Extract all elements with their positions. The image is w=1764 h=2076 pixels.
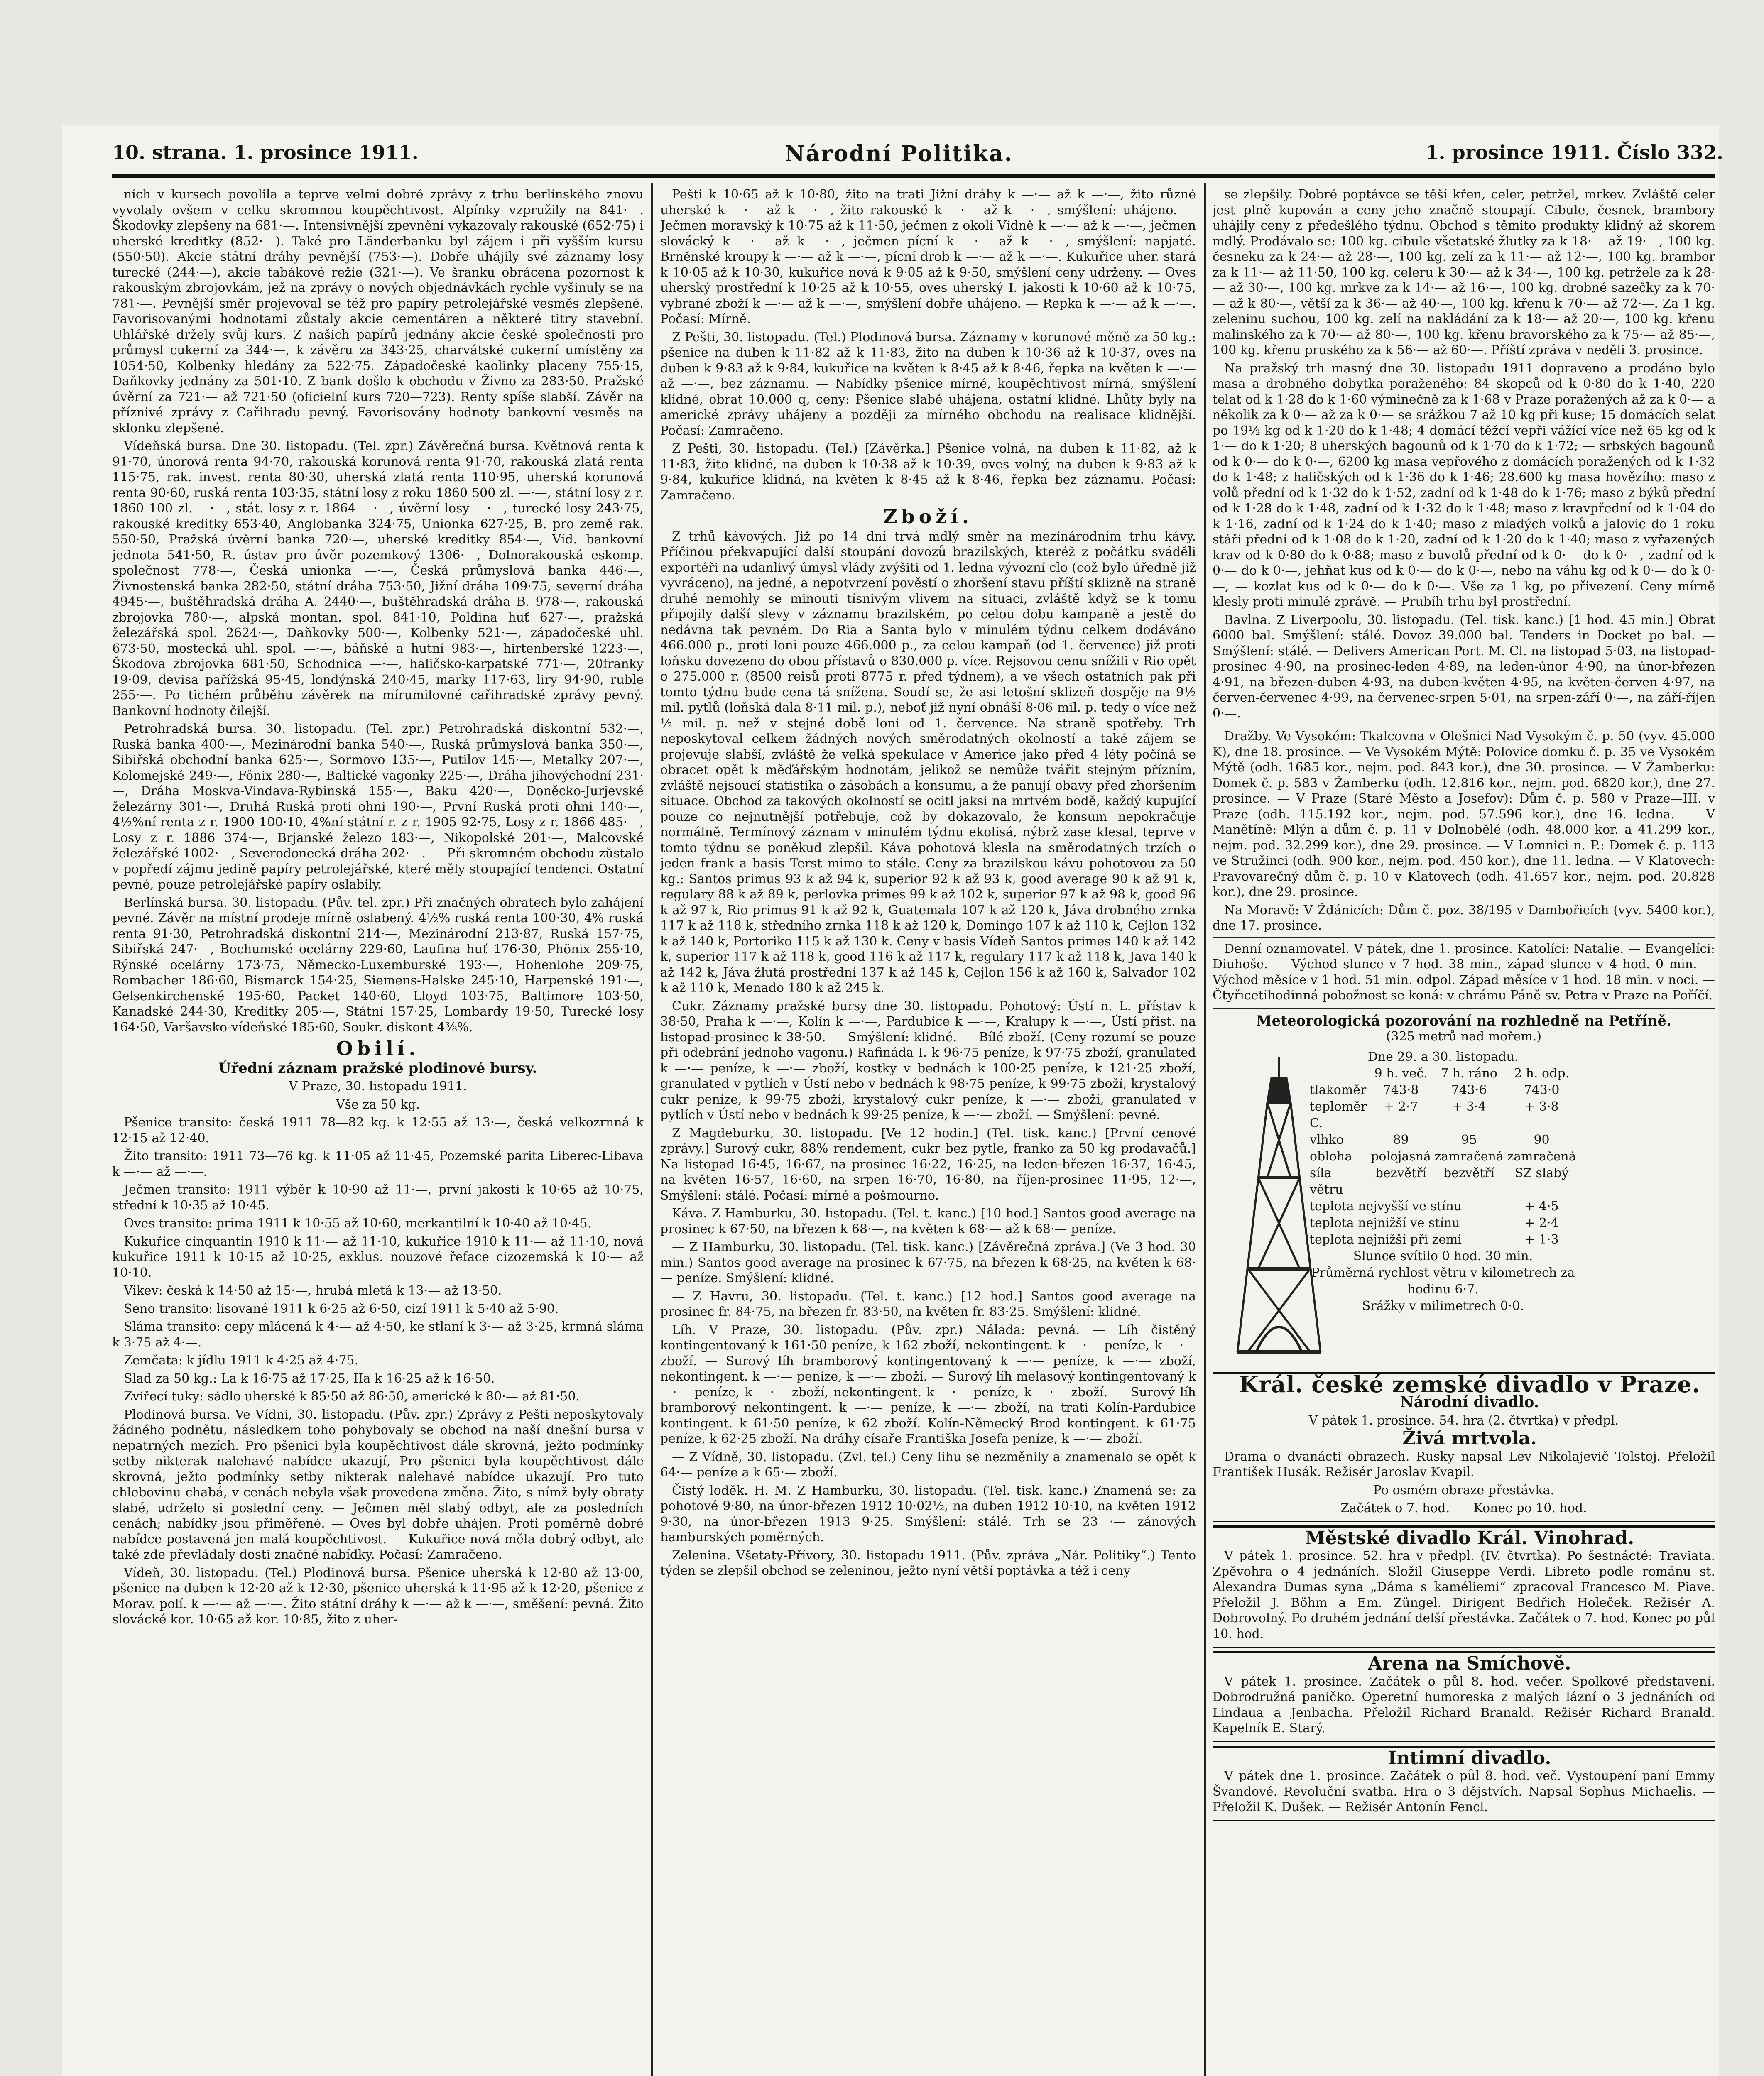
- article-paragraph: Denní oznamovatel. V pátek, dne 1. prosince. Katolíci: Natalie. — Evangelíci: Diuhoše. — Východ slunce v 7 hod. 38 min., západ slunce v 4 hod. 0 min. — Východ měsíce v 1 hod. 51 min. odpol. Západ měsíce v 1 hod. 18 min. v noci. — Čtyřicetihodinná pobožnost se koná: v chrámu Páně sv. Petra v Praze na Poříčí.: [1213, 941, 1715, 1003]
- end-time: Konec po 10. hod.: [1473, 1501, 1587, 1515]
- meteo-table: [1308, 1049, 1578, 1315]
- meteo-col-head: 7 h. ráno: [1441, 1066, 1497, 1081]
- subsection-heading: Úřední záznam pražské plodinové bursy.: [218, 1060, 537, 1077]
- article-paragraph: se zlepšily. Dobré poptávce se těší křen, celer, petržel, mrkev. Zvláště celer jest plně kupován a ceny jeho značně stoupají. Cibule, česnek, brambory uhájily ceny z předešlého týdnu. Obchod s těmito produkty klidný až skorem mdlý. Prodávalo se: 100 kg. cibule všetatské žlutky za k 18·— až 19·—, 100 kg. česneku za k 24·— až 28·—, 100 kg. zelí za k 11·— až 12·—, 100 kg. brambor za k 11·— až 11·50, 100 kg. celeru k 30·— až k 34·—, 100 kg. petržele za k 28·— až 30·—, 100 kg. mrkve za k 14·— až 16·—, 100 kg. drobné sazečky za k 70·— až k 80·—, větší za k 36·— až 40·—, 100 kg. křenu k 70·— až 72·—. Za 1 kg. zeleninu suchou, 100 kg. zelí na nakládání za k 18·— až 20·—, 100 kg. křenu malinského za k 70·— až 80·—, 100 kg. křenu bravorského za k 75·— až 85·—, 100 kg. křenu pruského za k 56·— až 60·—. Příští zpráva v neděli 3. prosince.: [1213, 187, 1715, 357]
- meteo-label: vlhko: [1310, 1132, 1344, 1147]
- divider: [1213, 937, 1715, 938]
- article-paragraph: Zvířecí tuky: sádlo uherské k 85·50 až 86·50, americké k 80·— až 81·50.: [124, 1389, 580, 1404]
- meteo-note: Srážky v milimetrech 0·0.: [1362, 1298, 1524, 1313]
- table-row: [1308, 1082, 1578, 1099]
- page-header: [112, 141, 1723, 170]
- meteo-value: + 1·3: [1524, 1232, 1559, 1247]
- article-paragraph: ních v kursech povolila a teprve velmi dobré zprávy z trhu berlínského znovu vyvolaly ovšem v celku skromnou koupěchtivost. Alpínky vzpružily na 841·—. Škodovky zlepšeny na 681·—. Intensivnější zpevnění vykazovaly rakouské (652·75) i uherské kreditky (852·—). Také pro Länderbanku byl zájem i při vyšším kursu (550·50). Akcie státní dráhy pevnější (753·—). Dobře uhájily své záznamy losy turecké (244·—), akcie tabákové režie (321·—). Ve šranku obrácena pozornost k rakouským zbrojovkám, jež na zprávy o nových objednávkách rychle vyšinuly se na 781·—. Pevnější směr projevoval se též pro papíry petrolejářské vesměs zlepšené. Favorisovanými hodnotami zůstaly akcie cementáren a některé titry stavební. Uhlářské držely svůj kurs. Z našich papírů jednány akcie české společnosti pro průmysl cukerní za 344·—, k závěru za 343·25, charvátské cukerní umístěny za 1054·50, Kolbenky hledány za 522·75. Západočeské kaolinky placeny 755·15, Daňkovky jednány za 501·10. Z bank došlo k obchodu v Živno za 283·50. Pražské úvěrní za 721·— až 721·50 (oficielní kurs 720—723). Renty spíše slabší. Závěr na příznivé zprávy z Cařihradu pevný. Favorisovány hodnoty bankovní vesměs na sklonku zlepšené.: [112, 187, 644, 436]
- meteo-value: SZ slabý: [1514, 1165, 1569, 1180]
- article-paragraph: Líh. V Praze, 30. listopadu. (Pův. zpr.) Nálada: pevná. — Líh čistěný kontingentovaný k 161·50 peníze, k 162 zboží, nekontingent. k —·— peníze, k —·— zboží. — Surový líh bramborový kontingentovaný k —·— peníze, k —·— zboží, nekontingent. k —·— peníze, k —·— zboží. — Surový líh melasový kontingentovaný k —·— peníze, k —·— zboží, nekontingent. k —·— peníze, k —·— zboží. — Surový líh bramborový nekontingent. k —·— peníze, k —·— zboží, na trati Kolín-Pardubice kontingent. k 61·50 peníze, k 62 zboží. Kolín-Německý Brod kontingent. k 61·75 peníze, k 62·25 zboží. Na dráhy císaře Františka Josefa peníze, k —·— zboží.: [660, 1322, 1196, 1446]
- column-3: [1213, 187, 1715, 2076]
- article-paragraph: Vídeňská bursa. Dne 30. listopadu. (Tel. zpr.) Závěrečná bursa. Květnová renta k 91·70, únorová renta 94·70, rakouská korunová renta 91·70, rakouská zlatá renta 115·75, rak. invest. renta 80·30, uherská zlatá renta 110·95, uherská korunová renta 90·60, ruská renta 103·35, státní losy z roku 1860 500 zl. —·—, státní losy z r. 1860 100 zl. —·—, stát. losy z r. 1864 —·—, úvěrní losy —·—, turecké losy 243·75, rakouské kreditky 653·40, Anglobanka 324·75, Unionka 627·25, B. pro země rak. 550·50, Pražská úvěrní banka 720·—, uherské kreditky 854·—, Víd. bankovní jednota 541·50, R. ústav pro úvěr pozemkový 1306·—, Dolnorakouská eskomp. společnost 778·—, Česká unionka —·—, Česká průmyslová banka 446·—, Živnostenská banka 282·50, státní dráha 753·50, Jižní dráha 109·75, severní dráha 4945·—, buštěhradská dráha A. 2440·—, buštěhradská dráha B. 978·—, rakouská zbrojovka 780·—, alpská montan. spol. 841·10, Poldina huť 627·—, pražská železářská spol. 2624·—, Daňkovky 500·—, Kolbenky 521·—, západočeské uhl. 673·50, mostecká uhl. spol. —·—, báňské a hutní 983·—, hirtenberské 1223·—, Škodova zbrojovka 681·50, Schodnica —·—, haličsko-karpatské 771·—, 20franky 19·09, devisa pařížská 95·45, londýnská 240·45, marky 117·63, liry 94·90, ruble 255·—. Po tichém průběhu závěrek na mírumilovné cařihradské zprávy pevný. Bankovní hodnoty čilejší.: [112, 439, 644, 718]
- article-paragraph: Berlínská bursa. 30. listopadu. (Pův. tel. zpr.) Při značných obratech bylo zahájení pevné. Závěr na místní prodeje mírně oslabený. 4½% ruská renta 100·30, 4% ruská renta 91·30, Petrohradská diskontní 214·—, Mezinárodní 213·87, Ruská 157·75, Sibiřská 247·—, Bochumské ocelárny 229·60, Laufina huť 176·30, Phönix 255·10, Rýnské ocelárny 173·75, Německo-Luxemburské 193·—, Hohenlohe 209·75, Rombacher 186·60, Bismarck 154·25, Siemens-Halske 245·10, Harpenské 191·—, Gelsenkirchenské 195·60, Packet 140·60, Lloyd 103·75, Baltimore 103·50, Kanadské 244·30, Kreditky 205·—, Státní 157·25, Lombardy 19·50, Turecké losy 164·50, Varšavsko-vídeňské 185·60, Soukr. diskont 4⅜%.: [112, 895, 644, 1035]
- table-row: [1308, 1099, 1578, 1132]
- meteo-value: zamračená: [1434, 1149, 1504, 1164]
- start-time: Začátek o 7. hod.: [1340, 1501, 1450, 1515]
- meteo-label: tlakoměr: [1310, 1082, 1367, 1097]
- article-paragraph: Ječmen transito: 1911 výběr k 10·90 až 11·—, první jakosti k 10·65 až 10·75, střední k 10·35 až 10·45.: [112, 1182, 644, 1213]
- meteo-value: + 3·8: [1524, 1099, 1559, 1114]
- header-left: 10. strana. 1. prosince 1911.: [112, 141, 419, 164]
- article-paragraph: Slad za 50 kg.: La k 16·75 až 17·25, IIa k 16·25 až k 16·50.: [124, 1371, 495, 1386]
- table-row: [1308, 1215, 1578, 1231]
- article-paragraph: — Z Vídně, 30. listopadu. (Zvl. tel.) Ceny lihu se nezměnily a znamenalo se opět k 64·— peníze a k 65·— zboží.: [660, 1449, 1196, 1480]
- meteo-box: [1213, 1045, 1715, 1368]
- article-paragraph: Kukuřice cinquantin 1910 k 11·— až 11·10, kukuřice 1910 k 11·— až 11·10, nová kukuřice 1911 k 10·15 až 10·25, exklus. nouzové řeface cizozemská k 10·— až 10·10.: [112, 1234, 644, 1280]
- theatre-listing: [1213, 1651, 1715, 1742]
- table-row: [1308, 1165, 1578, 1198]
- article-paragraph: Bavlna. Z Liverpoolu, 30. listopadu. (Tel. tisk. kanc.) [1 hod. 45 min.] Obrat 6000 bal. Smýšlení: stálé. Dovoz 39.000 bal. Tenders in Docket po bal. — Smýšlení: stálé. — Delivers American Port. M. Cl. na listopad 5·03, na listopad-prosinec 4·90, na prosinec-leden 4·89, na leden-únor 4·90, na únor-březen 4·91, na březen-duben 4·93, na duben-květen 4·95, na květen-červen 4·97, na červen-červenec 4·99, na červenec-srpen 5·01, na srpen-září 0·—, na září-říjen 0·—.: [1213, 612, 1715, 721]
- article-paragraph: Z Pešti, 30. listopadu. (Tel.) [Závěrka.] Pšenice volná, na duben k 11·82, až k 11·83, žito klidné, na duben k 10·38 až k 10·39, oves volný, na duben k 9·83 až k 9·84, kukuřice klidná, na květen k 8·45 až k 8·46, řepka bez záznamu. Počasí: Zamračeno.: [660, 441, 1196, 503]
- play-description: Drama o dvanácti obrazech. Rusky napsal Lev Nikolajevič Tolstoj. Přeložil František Husák. Režisér Jaroslav Kvapil.: [1213, 1449, 1715, 1479]
- article-paragraph: Pšenice transito: česká 1911 78—82 kg. k 12·55 až 13·—, česká velkozrnná k 12·15 až 12·40.: [112, 1115, 644, 1146]
- table-row: [1308, 1148, 1578, 1165]
- article-paragraph: Vikev: česká k 14·50 až 15·—, hrubá mletá k 13·— až 13·50.: [124, 1283, 502, 1298]
- play-description: V pátek dne 1. prosince. Začátek o půl 8. hod. več. Vystoupení paní Emmy Švandové. Revoluční svatba. Hra o 3 dějstvích. Napsal Sophus Michaelis. — Přeložil K. Dušek. — Režisér Antonín Fencl.: [1213, 1769, 1715, 1814]
- article-paragraph: Z Magdeburku, 30. listopadu. [Ve 12 hodin.] (Tel. tisk. kanc.) [První cenové zprávy.] Surový cukr, 88% rendement, cukr bez pytle, franko za 50 kg prodavačů.] Na listopad 16·45, 16·67, na prosinec 16·22, 16·25, na leden-březen 16·37, 16·45, na květen 16·57, 16·60, na srpen 16·70, 16·80, na říjen-prosinec 11·95, 12·—, Smýšlení: stálé. Počasí: mírné a pošmourno.: [660, 1126, 1196, 1203]
- table-row: [1308, 1132, 1578, 1148]
- theatre-date: V pátek 1. prosince. 54. hra (2. čtvrtka) v předpl.: [1308, 1413, 1619, 1428]
- dateline: V Praze, 30. listopadu 1911.: [289, 1079, 467, 1094]
- meteo-title: Meteorologická pozorování na rozhledně na Petříně.: [1256, 1012, 1671, 1029]
- meteo-value: + 2·7: [1384, 1099, 1418, 1114]
- article-paragraph: Oves transito: prima 1911 k 10·55 až 10·60, merkantilní k 10·40 až 10·45.: [124, 1216, 592, 1231]
- theatre-title: Arena na Smíchově.: [1368, 1653, 1571, 1674]
- meteo-value: zamračená: [1507, 1149, 1576, 1164]
- theatre-listing: [1213, 1372, 1715, 1522]
- column-divider: [1204, 183, 1206, 2076]
- theatre-title: Král. české zemské divadlo v Praze.: [1239, 1371, 1700, 1398]
- meteo-value: 743·6: [1451, 1082, 1487, 1097]
- play-title: Živá mrtvola.: [1402, 1428, 1537, 1449]
- article-paragraph: Z trhů kávových. Již po 14 dní trvá mdlý směr na mezinárodním trhu kávy. Příčinou překvapující další stoupání dovozů brazilských, kteréž z počátku sváděli exportéři na udanlivý úmysl vlády zvýšiti od 1. ledna vývozní clo (což bylo úředně již vyvráceno), na jedné, a nepotvrzení pověstí o zhoršení stavu příští sklizně na straně druhé nemohly se minouti tísnivým vlivem na situaci, zvláště když se k tomu připojily další slevy v záznamu brazilském, po celou dobu kampaně a jestě do nedávna tak pevném. Do Ria a Santa bylo v minulém týdnu celkem dodáváno 466.000 p., proti loni pouze 466.000 p., za celou kampaň (od 1. července) již proti loňsku dovezeno do obou přístavů o 830.000 p. více. Rejsovou cenu snížili v Rio opět o 275.000 r. (8500 reisů proti 8775 r. před týdnem), a ve všech ostatních pak při tomto týdnu bude cena tá snížena. Soudí se, že asi letošní sklizeň dospěje na 9½ mil. pytlů (loňská dala 8·11 mil. p.), neboť již nyní obnáší 8·06 mil. p. tedy o více než ½ mil. p. než v stejné době loni od 1. července. Na straně spotřeby. Trh neposkytoval celkem žádných nových směrodatných okolností a také zájem se projevuje slabší, zvláště že velká spekulace v Americe jako před 4 léty počíná se obracet opět k měďářským hodnotám, jelikož se nemůže tvářit stejným přízním, zvláště nejsoucí statistika o zásobách a konsumu, a že panují obavy před zhoršením situace. Obchod za takových okolností se ocitl jaksi na mrtvém bodě, každý kupující pouze co nejnutnější potřebuje, což by dokazovalo, že konsum nepokračuje normálně. Termínový záznam v minulém týdnu ekolisá, nýbrž zase klesal, teprve v tomto týdnu se poněkud zlepšil. Káva pohotová klesla na směrodatných trzích o jeden frank a basis Terst mimo to stále. Ceny za brazilskou kávu pohotovou za 50 kg.: Santos primus 93 k až 94 k, superior 92 k až 93 k, good average 90 k až 91 k, regulary 88 k až 89 k, perlovka primes 99 k až 102 k, superior 97 k až 98 k, good 96 k až 97 k, Rio primus 91 k až 92 k, Guatemala 107 k až 120 k, Jáva drobného zrnka 117 k až 118 k, středního zrnka 118 k až 120 k, Domingo 107 k až 110 k, Cejlon 132 k až 140 k, Portoriko 115 k až 130 k. Ceny v basis Vídeň Santos primes 140 k až 142 k, superior 117 k až 118 k, good 116 k až 117 k, regulary 117 k až 118 k, Java 140 k až 142 k, Jáva žlutá prostřední 137 k až 145 k, Cejlon 156 k až 160 k, Salvador 102 k až 110 k, Menado 180 k až 245 k.: [660, 529, 1196, 995]
- play-description: V pátek 1. prosince. Začátek o půl 8. hod. večer. Spolkové představení. Dobrodružná paničko. Operetní humoreska z malých lázní o 3 jednáních od Lindaua a Jenbacha. Přeložil Richard Branald. Režisér Richard Branald. Kapelník E. Starý.: [1213, 1674, 1715, 1736]
- play-note: Po osmém obraze přestávka.: [1373, 1483, 1554, 1498]
- meteo-value: bezvětří: [1375, 1165, 1427, 1180]
- meteo-value: 95: [1461, 1132, 1477, 1147]
- article-paragraph: Petrohradská bursa. 30. listopadu. (Tel. zpr.) Petrohradská diskontní 532·—, Ruská banka 400·—, Mezinárodní banka 540·—, Ruská průmyslová banka 350·—, Sibiřská obchodní banka 625·—, Sormovo 135·—, Putilov 145·—, Metalky 207·—, Kolomejské 249·—, Fönix 280·—, Baltické vagonky 225·—, Dráha jihovýchodní 231·—, Dráha Moskva-Vindava-Rybinská 155·—, Baku 420·—, Doněcko-Jurjevské železárny 301·—, Druhá Ruská proti ohni 190·—, První Ruská proti ohni 140·—, 4½%ní renta z r. 1900 100·10, 4%ní státní r. z r. 1905 92·75, Losy z r. 1866 485·—, Losy z r. 1886 374·—, Brjanské železo 183·—, Nikopolské 201·—, Malcovské železářské 1002·—, Severodonecká dráha 202·—. — Při skromném obchodu zůstalo v popředí zájmu jedině papíry petrolejářské, které měly stoupající tendenci. Ostatní pevné, pouze petrolejářské papíry oslabily.: [112, 722, 644, 892]
- meteo-value: + 2·4: [1524, 1215, 1559, 1230]
- header-right: 1. prosince 1911. Číslo 332.: [1425, 141, 1723, 164]
- article-paragraph: Na Moravě: V Ždánicích: Dům č. poz. 38/195 v Dambořicích (vyv. 5400 kor.), dne 17. prosince.: [1213, 903, 1715, 933]
- article-paragraph: Pešti k 10·65 až k 10·80, žito na trati Jižní dráhy k —·— až k —·—, žito různé uherské k —·— až k —·—, žito rakouské k —·— až k —·—, smýšlení: uhájeno. — Ječmen moravský k 10·75 až k 11·50, ječmen z okolí Vídně k —·— až k —·—, ječmen slovácký k —·— až k —·—, ječmen pícní k —·— až k —·—, smýšlení: napjaté. Brněnské kroupy k —·— až k —·—, pícní drob k —·— až k —·—. Kukuřice uher. stará k 10·05 až k 10·30, kukuřice nová k 9·05 až k 9·50, smýšlení ceny udrženy. — Oves uherský prostřední k 10·25 až k 10·55, oves uherský I. jakosti k 10·60 až k 10·75, vybrané zboží k —·— až k —·—, smýšlení dobře uhájeno. — Repka k —·— až k —·—. Počasí: Mírně.: [660, 187, 1196, 326]
- theatre-listing: [1213, 1746, 1715, 1821]
- theatre-listing: [1213, 1525, 1715, 1648]
- article-paragraph: Z Pešti, 30. listopadu. (Tel.) Plodinová bursa. Záznamy v korunové měně za 50 kg.: pšenice na duben k 11·82 až k 11·83, žito na duben k 10·36 až k 10·37, oves na duben k 9·83 až k 9·84, kukuřice na květen k 8·45 až k 8·46, řepka na květen k —·— až —·—, bez záznamu. — Nabídky pšenice mírné, koupěchtivost mírná, smýšlení klidné, obrat 10.000 q, ceny: Pšenice slabě uhájena, ostatní klidné. Lhůty byly na americké zprávy uhájeny a později za mírného obchodu na realisace klidnější. Počasí: Zamračeno.: [660, 330, 1196, 438]
- theatre-subtitle: Národní divadlo.: [1400, 1393, 1539, 1411]
- play-times: [1213, 1501, 1715, 1516]
- meteo-value: + 3·4: [1452, 1099, 1486, 1114]
- meteo-subtitle: (325 metrů nad mořem.): [1386, 1029, 1542, 1044]
- meteo-value: 743·0: [1524, 1082, 1560, 1097]
- table-row: [1308, 1231, 1578, 1248]
- section-heading: Zboží.: [883, 505, 973, 528]
- masthead-title: Národní Politika.: [785, 141, 1013, 166]
- article-paragraph: — Z Havru, 30. listopadu. (Tel. t. kanc.) [12 hod.] Santos good average na prosinec fr. 84·75, na březen fr. 83·50, na květen fr. 83·25. Smýšlení: klidné.: [660, 1289, 1196, 1319]
- column-1: [112, 187, 644, 2076]
- meteo-value: 743·8: [1383, 1082, 1419, 1097]
- meteo-label: teploměr C.: [1310, 1099, 1367, 1131]
- meteo-date: Dne 29. a 30. listopadu.: [1367, 1049, 1519, 1064]
- meteo-label: teplota nejnižší ve stínu: [1310, 1215, 1460, 1230]
- article-paragraph: Na pražský trh masný dne 30. listopadu 1911 dopraveno a prodáno bylo masa a drobného dobytka poraženého: 84 skopců od k 0·80 do k 1·40, 220 telat od k 1·28 do k 1·60 výminečně za k 1·68 v Praze poražených až za k 0·— a několik za k 0·— až za k 0·— se srážkou 7 až 10 kg při kuse; 15 domácích selat po 19½ kg od k 1·20 do k 1·48; 4 domácí těžcí vepři vážící více než 65 kg od k 1·— do k 1·20; 8 uherských bagounů od k 1·70 do k 1·72; — srbských bagounů od k 0·— do k 0·—, 6200 kg masa vepřového z domácích poražených od k 1·32 do k 1·48; z haličských od k 1·36 do k 1·46; 28.600 kg masa hovězího: maso z volů přední od k 1·32 do k 1·52, zadní od k 1·48 do k 1·76; maso z býků přední od k 1·28 do k 1·48, zadní od k 1·32 do k 1·48; maso z kravpřední od k 1·04 do k 1·16, zadní od k 1·24 do k 1·40; maso z mladých volků a jalovic do 1 roku stáří přední od k 1·08 do k 1·20, zadní od k 1·20 do k 1·40; maso z vyřazených krav od k 0·80 do k 0·88; maso z buvolů přední od k 0·— do k 0·—, zadní od k 0·— do k 0·—, jehňat kus od k 0·— do k 0·—, nebo na váhu kg od k 0·— do k 0·—, — kozlat kus od k 0·— do k 0·—. Vše za 1 kg, po přivezení. Ceny mírně klesly proti minulé zprávě. — Prubíh trhu byl prostřední.: [1213, 361, 1715, 609]
- section-heading: Obilí.: [336, 1037, 420, 1060]
- meteo-label: obloha: [1310, 1149, 1352, 1164]
- newspaper-page: [62, 125, 1723, 2076]
- article-paragraph: Sláma transito: cepy mlácená k 4·— až 4·50, ke stlaní k 3·— až 3·25, krmná sláma k 3·75 až 4·—.: [112, 1320, 644, 1350]
- article-paragraph: Zemčata: k jídlu 1911 k 4·25 až 4·75.: [124, 1353, 359, 1368]
- divider: [1213, 1008, 1715, 1009]
- meteo-value: 89: [1393, 1132, 1409, 1147]
- unit-note: Vše za 50 kg.: [336, 1097, 420, 1112]
- article-paragraph: Dražby. Ve Vysokém: Tkalcovna v Olešnici Nad Vysokým č. p. 50 (vyv. 45.000 K), dne 18. prosince. — Ve Vysokém Mýtě: Polovice domku č. p. 35 ve Vysokém Mýtě (odh. 1685 kor., nejm. pod. 843 kor.), dne 30. prosince. — V Žamberku: Domek č. p. 583 v Žamberku (odh. 12.816 kor., nejm. pod. 6820 kor.), dne 27. prosince. — V Praze (Staré Město a Josefov): Dům č. p. 580 v Praze—III. v Praze (odh. 115.192 kor., nejm. pod. 57.596 kor.), dne 16. ledna. — V Manětíně: Mlýn a dům č. p. 11 v Dolnobělé (odh. 48.000 kor. a 41.299 kor., nejm. pod. 32.299 kor.), dne 29. prosince. — V Lomnici n. P.: Domek č. p. 113 ve Stružinci (odh. 900 kor., nejm. pod. 450 kor.), dne 11. ledna. — V Klatovech: Pravovarečný dům č. p. 10 v Klatovech (odh. 41.657 kor., nejm. pod. 20.828 kor.), dne 29. prosince.: [1213, 729, 1715, 899]
- theatre-title: Městské divadlo Král. Vinohrad.: [1305, 1527, 1634, 1549]
- article-paragraph: Vídeň, 30. listopadu. (Tel.) Plodinová bursa. Pšenice uherská k 12·80 až 13·00, pšenice na duben k 12·20 až k 12·30, pšenice uherská k 11·95 až k 12·20, pšenice z Morav. polí. k —·— až —·—. Žito státní dráhy k —·— až k —·—, směšení: pevná. Žito slovácké kor. 10·65 až kor. 10·85, žito z uher-: [112, 1565, 644, 1627]
- article-paragraph: Cukr. Záznamy pražské bursy dne 30. listopadu. Pohotový: Ústí n. L. přístav k 38·50, Praha k —·—, Kolín k —·—, Pardubice k —·—, Kralupy k —·—, Ústí přist. na listopad-prosinec k 38·50. — Smýšlení: klidné. — Bílé zboží. (Ceny rozumí se pouze při odebrání jednoho vagonu.) Rafináda I. k 96·75 peníze, k 97·75 zboží, granulated k —·— peníze, k —·— zboží, kostky v bednách k 100·25 peníze, k 121·25 zboží, granulated v pytlích v Ústí nebo v bednách k 98·75 peníze, k 99·75 zboží, krystalový cukr peníze, k 99·75 zboží, krystalový cukr peníze, k —·— zboží, granulated v pytlích v Ústí nebo v bednách k 99·25 peníze, k —·— zboží. — Smýšlení: pevné.: [660, 999, 1196, 1122]
- meteo-label: teplota nejnižší při zemi: [1310, 1232, 1462, 1247]
- table-row: [1308, 1198, 1578, 1215]
- column-divider: [651, 183, 653, 2076]
- meteo-value: 90: [1534, 1132, 1550, 1147]
- meteo-col-head: 9 h. več.: [1374, 1066, 1428, 1081]
- column-2: [660, 187, 1196, 2076]
- meteo-note: Slunce svítilo 0 hod. 30 min.: [1353, 1249, 1533, 1263]
- article-paragraph: Káva. Z Hamburku, 30. listopadu. (Tel. t. kanc.) [10 hod.] Santos good average na prosinec k 67·50, na březen k 68·—, na květen k 68·— až k 68·— peníze.: [660, 1206, 1196, 1236]
- article-paragraph: Zelenina. Všetaty-Přívory, 30. listopadu 1911. (Pův. zpráva „Nár. Politiky“.) Tento týden se zlepšil obchod se zeleninou, ježto nyní větší poptávka a též i ceny: [660, 1548, 1196, 1578]
- article-paragraph: — Z Hamburku, 30. listopadu. (Tel. tisk. kanc.) [Závěrečná zpráva.] (Ve 3 hod. 30 min.) Santos good average na prosinec k 67·75, na březen k 68·25, na květen k 68·— peníze. Smýšlení: klidné.: [660, 1240, 1196, 1285]
- meteo-value: + 4·5: [1524, 1199, 1559, 1214]
- meteo-note: Průměrná rychlost větru v kilometrech za hodinu 6·7.: [1311, 1265, 1575, 1297]
- article-paragraph: Seno transito: lisované 1911 k 6·25 až 6·50, cizí 1911 k 5·40 až 5·90.: [124, 1301, 559, 1316]
- article-paragraph: Plodinová bursa. Ve Vídni, 30. listopadu. (Pův. zpr.) Zprávy z Pešti neposkytovaly žádného podnětu, následkem toho pohybovaly se obchod na naší dnešní bursa v nepatrných mezích. Pro pšenici byla koupěchtivost dále skrovná, ježto podmínky setby nikterak nalehavé nabídce ukazují, Pro pšenici byla koupěchtivost dále skrovná, ježto podmínky setby nikterak nalehavé nabídce ukazují. Pro tuto chlebovinu chabá, v cenách nebyla však provedena změna. Žito, s nímž byly obraty slabé, udrželo si poslední ceny. — Ječmen měl slabý odbyt, ale za posledních cenách; nabídky jsou přiměřené. — Oves byl dobře uhájen. Proti poměrně dobré nabídce postavená jen malá koupěchtivost. — Kukuřice nová měla dobrý odbyt, ale také zde převládaly dosti značné nabídky. Počasí: Zamračeno.: [112, 1407, 644, 1562]
- meteo-label: síla větru: [1310, 1165, 1343, 1197]
- meteo-col-head: 2 h. odp.: [1514, 1066, 1570, 1081]
- play-description: V pátek 1. prosince. 52. hra v předpl. (IV. čtvrtka). Po šestnácté: Traviata. Zpěvohra o 4 jednáních. Složil Giuseppe Verdi. Libreto podle románu st. Alexandra Dumas syna „Dáma s kaméliemi“ zpracoval Francesco M. Piave. Přeložil J. Böhm a Em. Züngel. Dirigent Bedřich Holeček. Režisér A. Dobrovolný. Po druhém jednání delší přestávka. Začátek o 7. hod. Konec po půl 10. hod.: [1213, 1549, 1715, 1641]
- article-paragraph: Čistý loděk. H. M. Z Hamburku, 30. listopadu. (Tel. tisk. kanc.) Znamená se: za pohotové 9·80, na únor-březen 1912 10·02½, na duben 1912 10·10, na květen 1912 9·30, na únor-březen 1913 9·25. Smýšlení: stálé. Trh se 23 ·— zánových hamburských poměrných.: [660, 1483, 1196, 1545]
- meteo-value: polojasná: [1371, 1149, 1431, 1164]
- theatre-title: Intimní divadlo.: [1388, 1747, 1551, 1769]
- meteo-value: bezvětří: [1443, 1165, 1495, 1180]
- meteo-label: teplota nejvyšší ve stínu: [1310, 1199, 1462, 1214]
- header-rule: [112, 174, 1715, 178]
- article-paragraph: Žito transito: 1911 73—76 kg. k 11·05 až 11·45, Pozemské parita Liberec-Libava k —·— až —·—.: [112, 1149, 644, 1179]
